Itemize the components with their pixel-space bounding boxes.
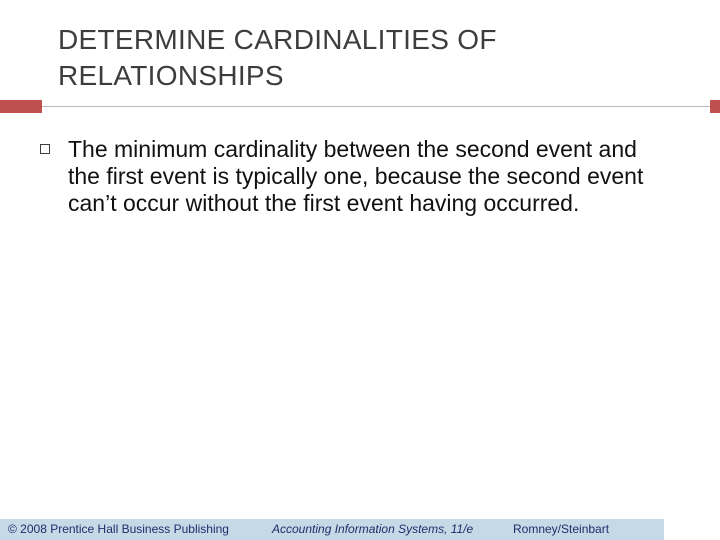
bullet-text: The minimum cardinality between the second event and the first event is typically one, because the second event can’t occur without the first event having occurred.	[68, 136, 644, 216]
title-divider-line	[42, 106, 710, 107]
title-accent-bar-right	[710, 100, 720, 113]
footer-book-title: Accounting Information Systems, 11/e	[272, 522, 474, 536]
title-accent-bar-left	[0, 100, 42, 113]
slide-title: DETERMINE CARDINALITIES OF RELATIONSHIPS	[58, 24, 497, 91]
slide-footer	[0, 519, 664, 540]
hollow-square-bullet-icon	[40, 144, 50, 154]
footer-copyright: © 2008 Prentice Hall Business Publishing	[8, 522, 229, 536]
footer-authors: Romney/Steinbart	[513, 522, 610, 536]
